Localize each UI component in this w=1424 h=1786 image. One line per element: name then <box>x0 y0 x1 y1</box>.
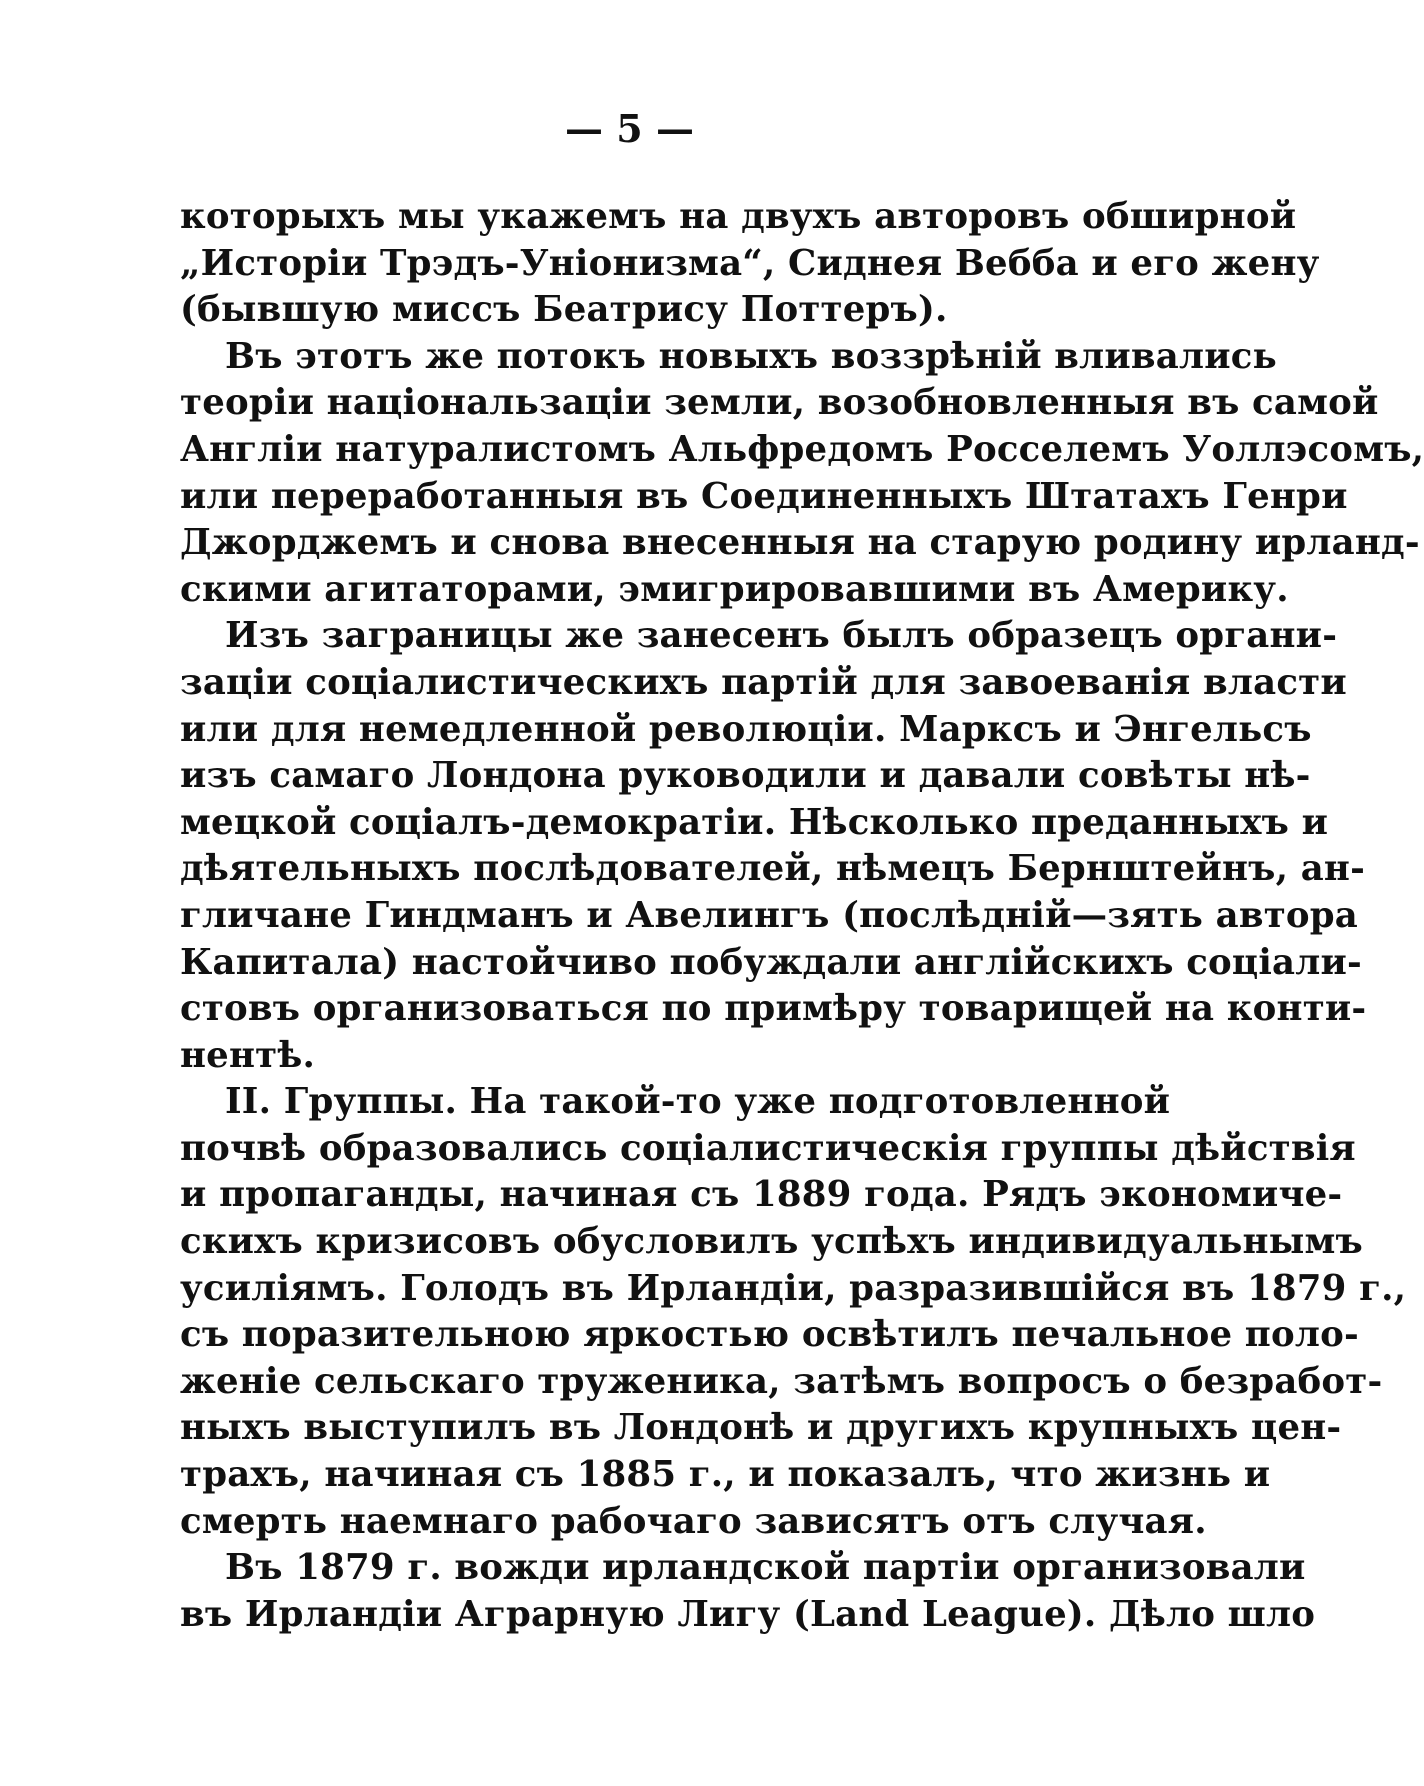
text-line: дѣятельныхъ послѣдователей, нѣмецъ Бернштейнъ, ан- <box>180 848 1366 890</box>
text-line: Капитала) настойчиво побуждали англійскихъ соціали- <box>180 941 1362 983</box>
text-line: которыхъ мы укажемъ на двухъ авторовъ обширной <box>180 196 1297 237</box>
text-line: гличане Гиндманъ и Авелингъ (послѣдній—зять автора <box>180 894 1358 936</box>
text-line: Изъ заграницы же занесенъ былъ образецъ органи- <box>225 615 1338 657</box>
text-line: теоріи національзаціи земли, возобновленныя въ самой <box>180 382 1379 424</box>
text-line: или для немедленной революціи. Марксъ и Энгельсъ <box>180 708 1312 750</box>
text-line: или переработанныя въ Соединенныхъ Штатахъ Генри <box>180 475 1348 517</box>
text-line: Въ 1879 г. вожди ирландской партіи организовали <box>225 1547 1306 1589</box>
text-line: скими агитаторами, эмигрировавшими въ Америку. <box>180 568 1289 610</box>
page-number: — 5 — <box>565 106 694 151</box>
text-line: смерть наемнаго рабочаго зависятъ отъ случая. <box>180 1500 1207 1542</box>
text-line: съ поразительною яркостью освѣтилъ печальное поло- <box>180 1314 1359 1356</box>
text-line: въ Ирландіи Аграрную Лигу (Land League). Дѣло шло <box>180 1593 1316 1635</box>
text-line: (бывшую миссъ Беатрису Поттеръ). <box>180 289 948 331</box>
text-line: мецкой соціалъ-демократіи. Нѣсколько преданныхъ и <box>180 801 1329 843</box>
text-line: ныхъ выступилъ въ Лондонѣ и другихъ крупныхъ цен- <box>180 1407 1342 1449</box>
text-line: трахъ, начиная съ 1885 г., и показалъ, что жизнь и <box>180 1454 1271 1496</box>
section-heading-line: II. Группы. На такой-то уже подготовленной <box>225 1081 1171 1123</box>
text-line: Въ этотъ же потокъ новыхъ воззрѣній вливались <box>225 335 1277 377</box>
text-line: нентѣ. <box>180 1034 316 1076</box>
text-line: заціи соціалистическихъ партій для завоеванія власти <box>180 661 1347 703</box>
text-line: и пропаганды, начиная съ 1889 года. Рядъ экономиче- <box>180 1174 1343 1216</box>
body-text <box>180 194 1424 1638</box>
text-line: Англіи натуралистомъ Альфредомъ Росселемъ Уоллэсомъ, <box>180 428 1424 470</box>
text-line: стовъ организоваться по примѣру товарищей на конти- <box>180 988 1367 1030</box>
text-line: усиліямъ. Голодъ въ Ирландіи, разразившійся въ 1879 г., <box>180 1267 1407 1309</box>
text-line: изъ самаго Лондона руководили и давали совѣты нѣ- <box>180 755 1311 797</box>
text-line: „Исторіи Трэдъ-Уніонизма“, Сиднея Вебба и его жену <box>180 242 1320 284</box>
text-line: женіе сельскаго труженика, затѣмъ вопросъ о безработ- <box>180 1360 1383 1402</box>
text-line: Джорджемъ и снова внесенныя на старую родину ирланд- <box>180 522 1420 564</box>
text-line: скихъ кризисовъ обусловилъ успѣхъ индивидуальнымъ <box>180 1221 1363 1263</box>
text-line: почвѣ образовались соціалистическія группы дѣйствія <box>180 1127 1356 1169</box>
